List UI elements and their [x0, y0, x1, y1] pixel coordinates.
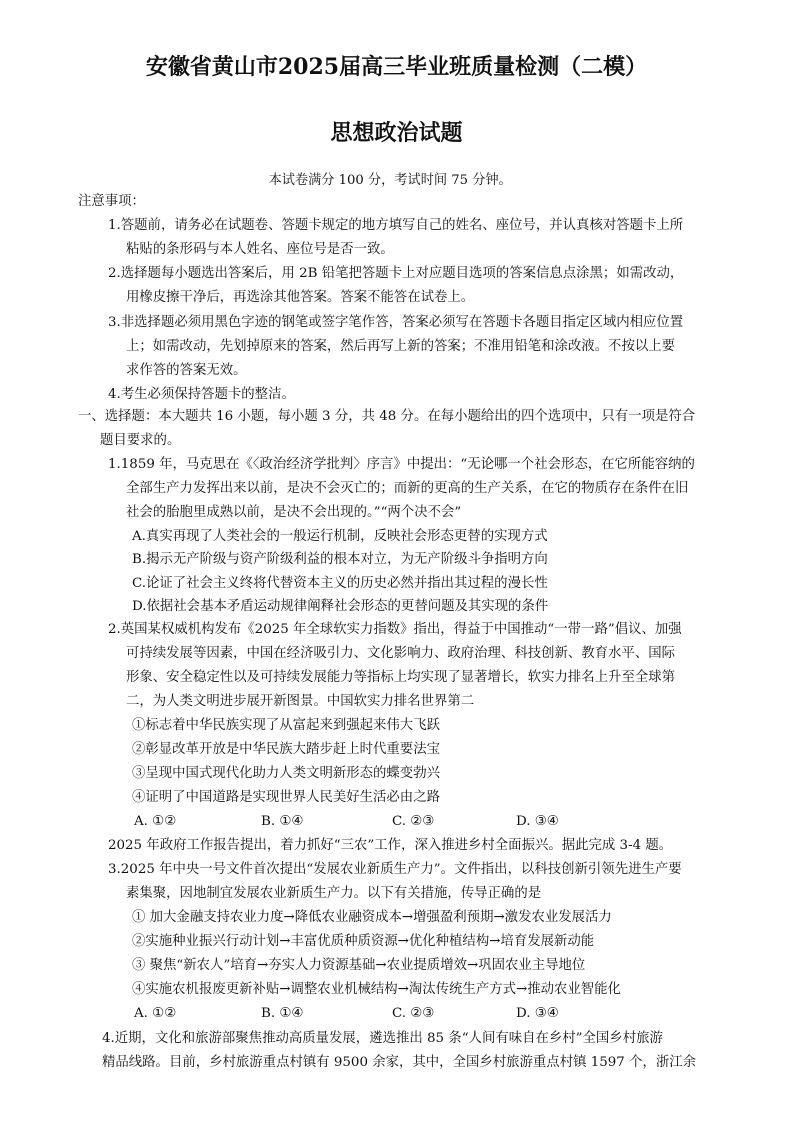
- q3-item-1: ① 加大金融支持农业力度→降低农业融资成本→增强盈利预期→激发农业发展活力: [132, 910, 612, 925]
- section-heading: 一、选择题：本大题共 16 小题，每小题 3 分，共 48 分。在每小题给出的四个选项中，只有一项是符合: [78, 409, 696, 424]
- q1-option-c: C.论证了社会主义终将代替资本主义的历史必然并指出其过程的漫长性: [132, 576, 548, 591]
- subject-title: 思想政治试题: [330, 120, 463, 146]
- section-heading-cont: 题目要求的。: [100, 433, 181, 448]
- q3-choice-b: B. ①④: [261, 1006, 304, 1021]
- q2-item-1: ①标志着中华民族实现了从富起来到强起来伟大飞跃: [132, 718, 440, 733]
- notes-heading: 注意事项：: [78, 194, 145, 209]
- note-line: 3.非选择题必须用黑色字迹的钢笔或签字笔作答，答案必须写在答题卡各题目指定区域内相应位置: [108, 315, 684, 330]
- note-line: 4.考生必须保持答题卡的整洁。: [108, 387, 295, 402]
- note-line: 1.答题前，请务必在试题卷、答题卡规定的地方填写自己的姓名、座位号，并认真核对答题卡上所: [108, 218, 684, 233]
- q1-option-a: A.真实再现了人类社会的一般运行机制，反映社会形态更替的实现方式: [132, 529, 548, 544]
- q1-stem-line: 1.1859 年，马克思在《〈政治经济学批判〉序言》中提出：“无论哪一个社会形态，在它所能容纳的: [108, 457, 695, 472]
- q3-item-2: ②实施种业振兴行动计划→丰富优质种质资源→优化种植结构→培育发展新动能: [132, 934, 595, 949]
- q3-choice-c: C. ②③: [392, 1006, 435, 1021]
- note-line: 粘贴的条形码与本人姓名、座位号是否一致。: [126, 242, 394, 257]
- exam-title: 安徽省黄山市2025届高三毕业班质量检测（二模）: [145, 54, 648, 80]
- q2-item-4: ④证明了中国道路是实现世界人民美好生活必由之路: [132, 790, 440, 805]
- note-line: 2.选择题每小题选出答案后，用 2B 铅笔把答题卡上对应题目选项的答案信息点涂黑；如需改动，: [108, 266, 684, 281]
- q4-stem-line: 4.近期，文化和旅游部聚焦推动高质量发展，遴选推出 85 条“人间有味自在乡村”全国乡村旅游: [102, 1031, 663, 1046]
- q4-stem-line: 精品线路。目前，乡村旅游重点村镇有 9500 余家，其中，全国乡村旅游重点村镇 1597 个，浙江余: [102, 1055, 697, 1070]
- exam-info: 本试卷满分 100 分，考试时间 75 分钟。: [268, 173, 512, 188]
- q2-item-3: ③呈现中国式现代化助力人类文明新形态的蝶变勃兴: [132, 766, 440, 781]
- q2-stem-line: 二，为人类文明进步展开新图景。中国软实力排名世界第二: [126, 694, 475, 709]
- q3-item-3: ③ 聚焦“新农人”培育→夯实人力资源基础→农业提质增效→巩固农业主导地位: [132, 958, 586, 973]
- q3-choice-a: A. ①②: [134, 1006, 177, 1021]
- q3-stem-line: 素集聚，因地制宜发展农业新质生产力。以下有关措施，传导正确的是: [126, 886, 542, 901]
- q3-choice-d: D. ③④: [516, 1006, 559, 1021]
- q3-item-4: ④实施农机报废更新补贴→调整农业机械结构→淘汰传统生产方式→推动农业智能化: [132, 982, 621, 997]
- q2-stem-line: 形象、安全稳定性以及可持续发展能力等指标上均实现了显著增长，软实力排名上升至全球第: [126, 670, 676, 685]
- q2-stem-line: 可持续发展等因素，中国在经济吸引力、文化影响力、政府治理、科技创新、教育水平、国际: [126, 646, 676, 661]
- q1-stem-line: 社会的胎胞里成熟以前，是决不会出现的。”“两个决不会”: [126, 505, 462, 520]
- note-line: 求作答的答案无效。: [126, 363, 247, 378]
- q2-stem-line: 2.英国某权威机构发布《2025 年全球软实力指数》指出，得益于中国推动“一带一路”倡议、加强: [108, 622, 682, 637]
- passage-3-4: 2025 年政府工作报告提出，着力抓好“三农”工作，深入推进乡村全面振兴。据此完成 3-4 题。: [108, 838, 673, 853]
- q1-stem-line: 全部生产力发挥出来以前，是决不会灭亡的；而新的更高的生产关系，在它的物质存在条件在旧: [126, 481, 689, 496]
- q3-stem-line: 3.2025 年中央一号文件首次提出“发展农业新质生产力”。文件指出，以科技创新引领先进生产要: [108, 862, 682, 877]
- q2-choice-d: D. ③④: [516, 814, 559, 829]
- note-line: 上；如需改动，先划掉原来的答案，然后再写上新的答案；不准用铅笔和涂改液。不按以上要: [126, 339, 676, 354]
- note-line: 用橡皮擦干净后，再选涂其他答案。答案不能答在试卷上。: [126, 290, 475, 305]
- q1-option-b: B.揭示无产阶级与资产阶级利益的根本对立，为无产阶级斗争指明方向: [132, 552, 548, 567]
- q2-choice-a: A. ①②: [134, 814, 177, 829]
- q2-choice-c: C. ②③: [392, 814, 435, 829]
- q2-choice-b: B. ①④: [261, 814, 304, 829]
- q2-item-2: ②彰显改革开放是中华民族大踏步赶上时代重要法宝: [132, 742, 440, 757]
- q1-option-d: D.依据社会基本矛盾运动规律阐释社会形态的更替问题及其实现的条件: [132, 599, 549, 614]
